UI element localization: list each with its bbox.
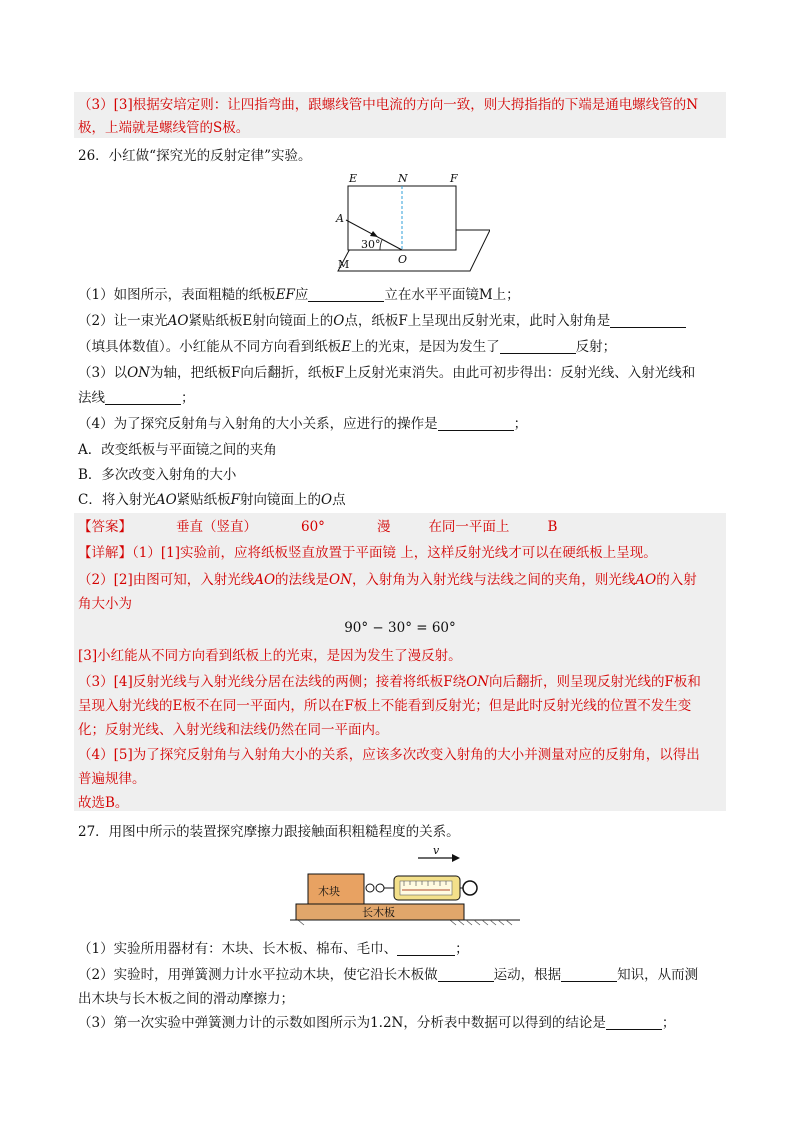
blank-1[interactable] [308,287,384,302]
detail-line6: 故选B。 [78,795,129,811]
detail-formula: 90° − 30° = 60° [344,620,456,636]
q27-part2-line2: 出木块与长木板之间的滑动摩擦力； [78,991,294,1007]
detail-line5: （4）[5]为了探究反射角与入射角大小的关系，应该多次改变入射角的大小并测量对应的反射角，以得出 [78,747,700,763]
blank-2[interactable] [610,313,686,328]
blank-5[interactable] [438,416,514,431]
detail-line4: （3）[4]反射光线与入射光线分居在法线的两侧；接着将纸板F绕ON向后翻折，则呈现反射光线的F板和 [78,674,701,690]
answer-label: 【答案】 [78,519,132,535]
q27-title: 27．用图中所示的装置探究摩擦力跟接触面积粗糙程度的关系。 [78,824,460,840]
block-label: 木块 [318,885,340,898]
detail-line4b: 呈现入射光线的E板不在同一平面内，所以在F板上不能看到反射光；但是此时反射光线的位置不发生变 [78,698,692,714]
q26-part3: （3）以ON为轴，把纸板F向后翻折，纸板F上反射光束消失。由此可初步得出：反射光线、入射光线和 [78,365,696,381]
detail-line1: 【详解】（1）[1]实验前，应将纸板竖直放置于平面镜 上，这样反射光线才可以在硬纸板上呈现。 [78,545,657,561]
detail-line2: （2）[2]由图可知，入射光线AO的法线是ON，入射角为入射光线与法线之间的夹角，则光线AO的入射 [78,572,697,588]
angle-label: 30° [361,238,381,251]
detail-line2b: 角大小为 [78,596,132,612]
q26-part4: （4）为了探究反射角与入射角的大小关系，应进行的操作是 ； [78,416,528,432]
q26-option-b: B．多次改变入射角的大小 [78,467,237,483]
blank-9[interactable] [606,1015,662,1030]
label-n: N [398,172,408,185]
detail-line5b: 普遍规律。 [78,771,146,787]
blank-4[interactable] [105,390,181,405]
blank-3[interactable] [500,339,576,354]
q27-part1: （1）实验所用器材有：木块、长木板、棉布、毛巾、 ； [78,941,469,957]
velocity-label: v [433,844,440,857]
label-f: F [450,172,458,185]
q26-title: 26．小红做“探究光的反射定律”实验。 [78,148,312,164]
label-m: M [338,258,350,271]
blank-8[interactable] [561,967,617,982]
board-label: 长木板 [362,906,395,919]
ground-hatching [298,920,512,925]
q26-part3-line2: 法线 ； [78,390,195,406]
q26-option-a: A．改变纸板与平面镜之间的夹角 [78,442,277,458]
q26-part2-line2: （填具体数值）。小红能从不同方向看到纸板E上的光束，是因为发生了 反射； [78,339,617,355]
q26-part2: （2）让一束光AO紧贴纸板E射向镜面上的O点，纸板F上呈现出反射光束，此时入射角是 [78,311,686,331]
answer-line: 【答案】 垂直（竖直） 60° 漫 在同一平面上 B [78,519,558,535]
q26-part1: （1）如图所示，表面粗糙的纸板EF应 立在水平平面镜M上； [78,287,520,303]
q27-part3: （3）第一次实验中弹簧测力计的示数如图所示为1.2N，分析表中数据可以得到的结论是 ； [78,1015,676,1031]
q26-option-c: C．将入射光AO紧贴纸板F射向镜面上的O点 [78,492,346,508]
detail-line3: [3]小红能从不同方向看到纸板上的光束，是因为发生了漫反射。 [78,648,462,664]
label-a: A [336,212,344,225]
top-text-line2: 极，上端就是螺线管的S极。 [78,120,250,136]
label-e: E [349,172,358,185]
pull-ring [463,881,477,895]
detail-line4c: 化；反射光线、入射光线和法线仍然在同一平面内。 [78,722,389,738]
detail-label: 【详解】 [78,545,132,561]
blank-7[interactable] [438,967,494,982]
top-text-line1: （3）[3]根据安培定则：让四指弯曲，跟螺线管中电流的方向一致，则大拇指指的下端是通电螺线管的N [78,97,699,113]
blank-6[interactable] [397,941,455,956]
q27-friction-figure [290,842,520,926]
q26-reflection-figure [318,170,490,278]
label-o: O [398,253,408,266]
q27-part2: （2）实验时，用弹簧测力计水平拉动木块，使它沿长木板做 运动，根据 知识，从而测 [78,967,699,983]
